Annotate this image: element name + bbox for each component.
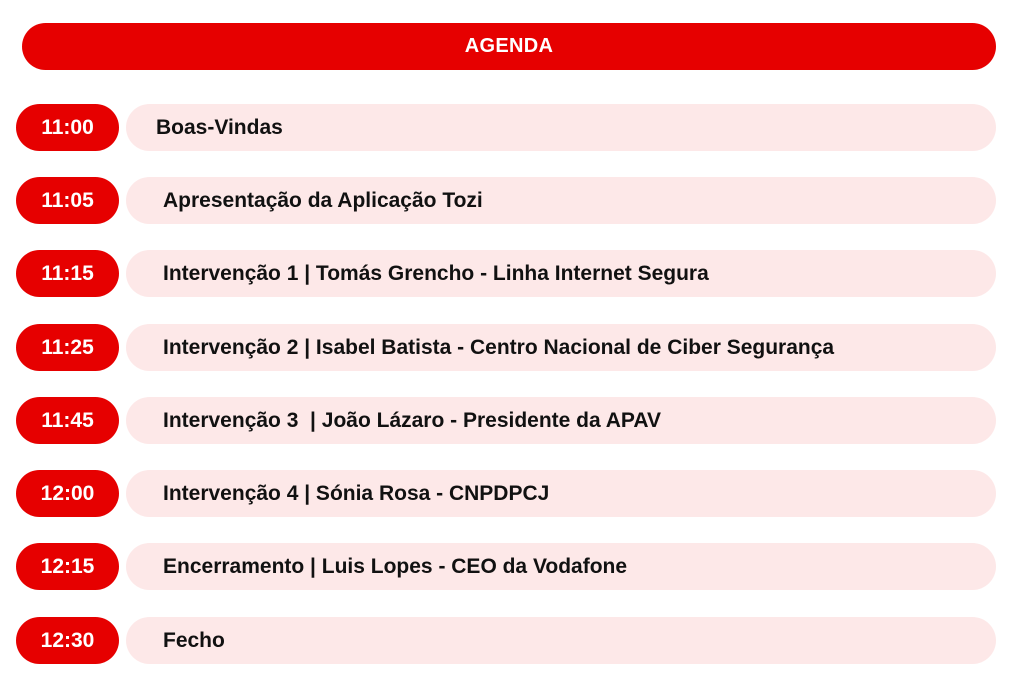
agenda-row xyxy=(16,543,996,590)
agenda-item-title: Apresentação da Aplicação Tozi xyxy=(126,177,996,224)
agenda-item-title: Encerramento | Luis Lopes - CEO da Vodafone xyxy=(126,543,996,590)
agenda-item-title: Boas-Vindas xyxy=(126,104,996,151)
agenda-item-title: Intervenção 3 | João Lázaro - Presidente da APAV xyxy=(126,397,996,444)
agenda-item-title: Intervenção 4 | Sónia Rosa - CNPDPCJ xyxy=(126,470,996,517)
time-badge: 11:00 xyxy=(16,104,119,151)
time-badge: 12:00 xyxy=(16,470,119,517)
agenda-item-title: Intervenção 2 | Isabel Batista - Centro Nacional de Ciber Segurança xyxy=(126,324,996,371)
time-badge: 12:15 xyxy=(16,543,119,590)
agenda-header xyxy=(22,23,996,70)
agenda-row xyxy=(16,177,996,224)
time-badge: 11:05 xyxy=(16,177,119,224)
agenda-row xyxy=(16,104,996,151)
page-title: AGENDA xyxy=(464,35,554,57)
agenda-row xyxy=(16,250,996,297)
agenda-item-title: Intervenção 1 | Tomás Grencho - Linha Internet Segura xyxy=(126,250,996,297)
time-badge: 11:15 xyxy=(16,250,119,297)
agenda-row xyxy=(16,470,996,517)
agenda-row xyxy=(16,397,996,444)
agenda-row xyxy=(16,617,996,664)
time-badge: 11:25 xyxy=(16,324,119,371)
time-badge: 12:30 xyxy=(16,617,119,664)
agenda-row xyxy=(16,324,996,371)
time-badge: 11:45 xyxy=(16,397,119,444)
agenda-item-title: Fecho xyxy=(126,617,996,664)
